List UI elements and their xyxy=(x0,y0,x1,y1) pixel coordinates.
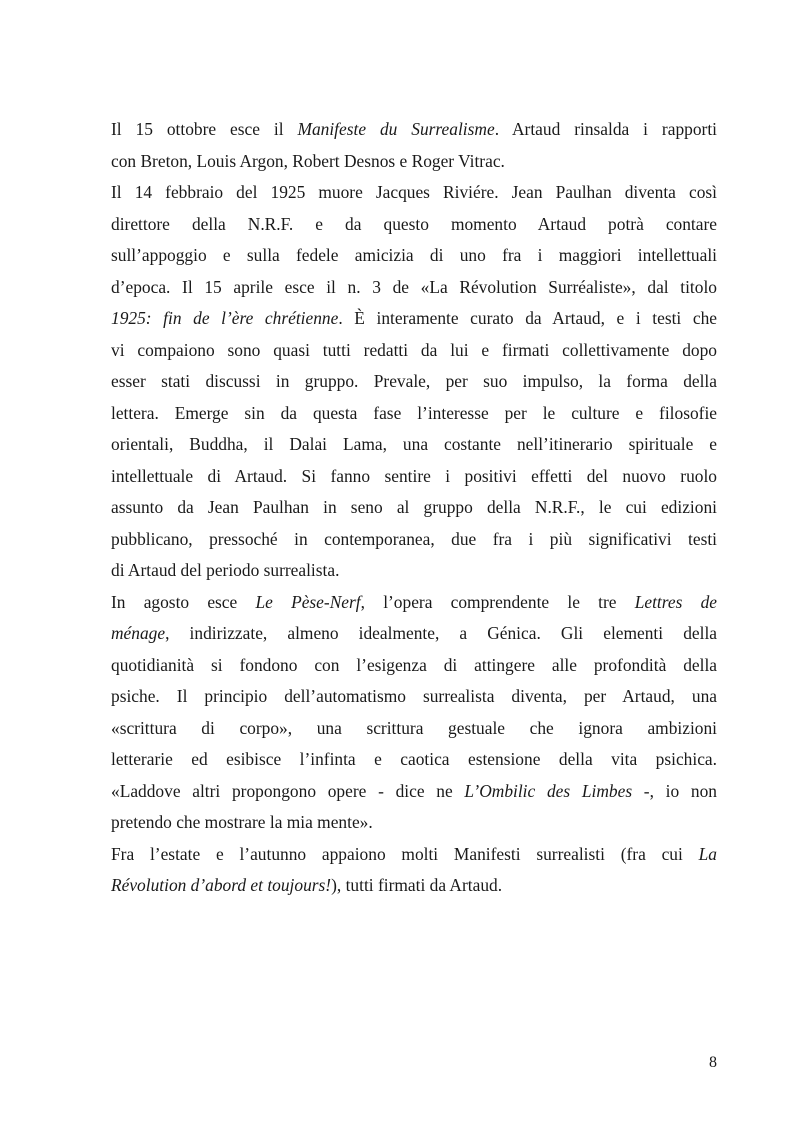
text-line xyxy=(111,240,717,272)
text-line xyxy=(111,461,717,493)
text-run: d’epoca. Il 15 aprile esce il n. 3 de «La Révolution Surréaliste», dal titolo xyxy=(111,276,717,297)
text-line xyxy=(111,744,717,776)
text-line xyxy=(111,366,717,398)
paragraph xyxy=(111,587,717,839)
italic-title: L’Ombilic des Limbes xyxy=(464,780,633,801)
text-line xyxy=(111,618,717,650)
text-run: esser stati discussi in gruppo. Prevale, per suo impulso, la forma della xyxy=(111,371,717,391)
text-run: . Artaud rinsalda i rapporti xyxy=(494,119,717,139)
text-run: «Laddove altri propongono opere - dice ne xyxy=(111,780,465,801)
text-run: ), tutti firmati da Artaud. xyxy=(331,875,503,895)
text-line xyxy=(111,839,717,871)
text-run: pubblicano, pressoché in contemporanea, due fra i più significativi testi xyxy=(111,528,717,549)
text-line xyxy=(111,209,717,241)
text-run: quotidianità si fondono con l’esigenza di attingere alle profondità della xyxy=(111,654,717,675)
italic-title: 1925: fin de l’ère chrétienne xyxy=(111,308,339,328)
text-run: assunto da Jean Paulhan in seno al gruppo della N.R.F., le cui edizioni xyxy=(111,497,717,517)
text-line xyxy=(111,713,717,745)
text-line xyxy=(111,177,717,209)
text-run: , l’opera comprendente le tre xyxy=(360,591,635,612)
text-line xyxy=(111,146,717,178)
text-run: con Breton, Louis Argon, Robert Desnos e Roger Vitrac. xyxy=(111,150,505,171)
text-line xyxy=(111,870,717,902)
text-run: di Artaud del periodo surrealista. xyxy=(111,560,340,580)
text-run: orientali, Buddha, il Dalai Lama, una costante nell’itinerario spirituale e xyxy=(111,434,717,454)
text-line xyxy=(111,429,717,461)
text-line xyxy=(111,303,717,335)
document-body xyxy=(111,114,717,902)
text-run: psiche. Il principio dell’automatismo surrealista diventa, per Artaud, una xyxy=(111,686,717,706)
page-number: 8 xyxy=(709,1054,717,1071)
text-run: sull’appoggio e sulla fedele amicizia di uno fra i maggiori intellettuali xyxy=(111,245,717,265)
text-run: . È interamente curato da Artaud, e i testi che xyxy=(338,308,717,328)
text-line xyxy=(111,555,717,587)
italic-title: Lettres de xyxy=(634,591,717,612)
paragraph xyxy=(111,114,717,177)
text-run: pretendo che mostrare la mia mente». xyxy=(111,812,373,832)
italic-title: ménage xyxy=(111,623,166,643)
text-run: Fra l’estate e l’autunno appaiono molti Manifesti surrealisti (fra cui xyxy=(111,843,699,864)
italic-title: La xyxy=(698,843,717,864)
paragraph xyxy=(111,177,717,587)
text-run: vi compaiono sono quasi tutti redatti da lui e firmati collettivamente dopo xyxy=(111,339,717,360)
text-line xyxy=(111,398,717,430)
text-line xyxy=(111,114,717,146)
text-line xyxy=(111,681,717,713)
text-line xyxy=(111,587,717,619)
text-line xyxy=(111,335,717,367)
text-run: intellettuale di Artaud. Si fanno sentire i positivi effetti del nuovo ruolo xyxy=(111,465,717,486)
italic-title: Manifeste du Surrealisme xyxy=(297,119,495,139)
text-line xyxy=(111,492,717,524)
text-run: , indirizzate, almeno idealmente, a Génica. Gli elementi della xyxy=(165,623,717,643)
text-run: letterarie ed esibisce l’infinta e caotica estensione della vita psichica. xyxy=(111,749,717,769)
text-run: -, io non xyxy=(632,780,717,801)
text-run: direttore della N.R.F. e da questo momento Artaud potrà contare xyxy=(111,213,717,234)
text-run: lettera. Emerge sin da questa fase l’interesse per le culture e filosofie xyxy=(111,402,717,423)
paragraph xyxy=(111,839,717,902)
text-run: In agosto esce xyxy=(111,591,256,612)
text-line xyxy=(111,807,717,839)
text-run: Il 15 ottobre esce il xyxy=(111,119,298,139)
italic-title: Le Pèse-Nerf xyxy=(255,591,361,612)
text-line xyxy=(111,524,717,556)
text-line xyxy=(111,272,717,304)
text-run: «scrittura di corpo», una scrittura gestuale che ignora ambizioni xyxy=(111,717,717,738)
text-run: Il 14 febbraio del 1925 muore Jacques Riviére. Jean Paulhan diventa così xyxy=(111,182,717,202)
italic-title: Révolution d’abord et toujours! xyxy=(111,875,332,895)
text-line xyxy=(111,776,717,808)
text-line xyxy=(111,650,717,682)
